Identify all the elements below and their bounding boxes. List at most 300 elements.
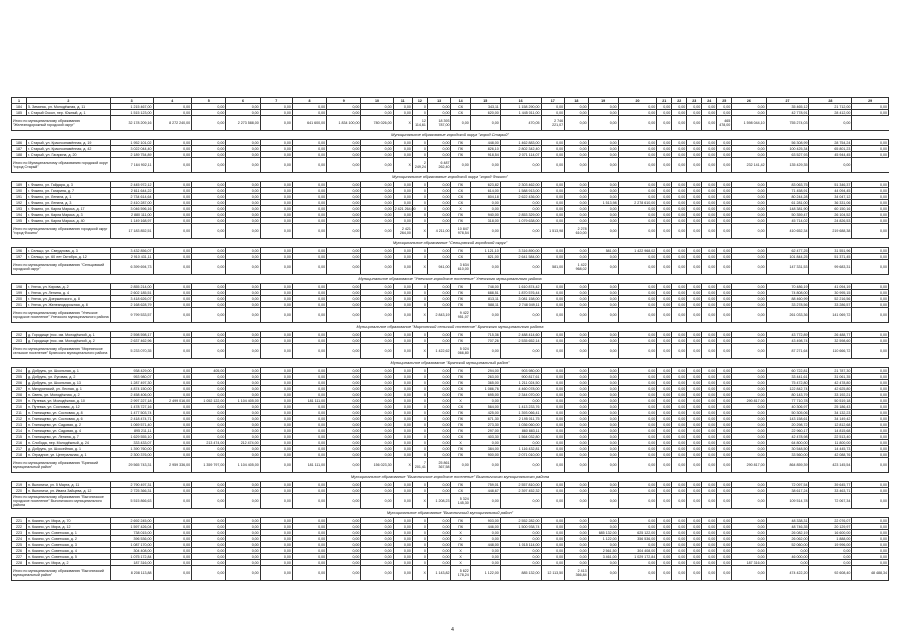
value-cell: 0,00 xyxy=(588,332,618,338)
value-cell: 0,00 xyxy=(702,248,717,254)
value-cell: 0,00 xyxy=(717,284,732,290)
value-cell: 0,00 xyxy=(588,380,618,386)
value-cell: 0,00 xyxy=(292,428,326,434)
value-cell: 30 995,15 xyxy=(809,290,852,296)
value-cell: ПК xyxy=(451,482,470,488)
value-cell: 0,00 xyxy=(565,392,589,398)
value-cell: 51 371,45 xyxy=(809,254,852,260)
total-value: 0,00 xyxy=(657,566,672,581)
total-value: 0,00 xyxy=(702,458,717,473)
value-cell: 88 460,99 xyxy=(766,296,809,302)
value-cell: 0,00 xyxy=(565,548,589,554)
value-cell: 2 344 070,00 xyxy=(500,392,541,398)
value-cell: 122 842,74 xyxy=(766,386,809,392)
value-cell: 0,00 xyxy=(393,530,412,536)
value-cell: 0,00 xyxy=(702,518,717,524)
value-cell: 0,00 xyxy=(226,152,260,158)
value-cell: 0,00 xyxy=(153,140,192,146)
value-cell: 0,00 xyxy=(687,548,702,554)
value-cell: 0,00 xyxy=(717,434,732,440)
value-cell: 0,00 xyxy=(717,428,732,434)
row-number: 195 xyxy=(12,218,27,224)
value-cell: 0,00 xyxy=(702,296,717,302)
value-cell: СК xyxy=(451,386,470,392)
value-cell: 446,00 xyxy=(470,524,500,530)
value-cell: 31 551,96 xyxy=(809,248,852,254)
total-value: 0,00 xyxy=(732,494,766,509)
value-cell: 0,00 xyxy=(732,284,766,290)
value-cell: 0,00 xyxy=(702,434,717,440)
page-number: 4 xyxy=(451,627,454,633)
value-cell: 31 061,35 xyxy=(809,374,852,380)
value-cell: 0,00 xyxy=(192,410,226,416)
value-cell: 0,00 xyxy=(361,332,393,338)
value-cell: 0,00 xyxy=(226,188,260,194)
value-cell: 0,00 xyxy=(260,332,292,338)
value-cell: 0,00 xyxy=(588,488,618,494)
value-cell: 0,00 xyxy=(732,446,766,452)
address-cell: п. Глинищево, ул. Садовая, д. 4 xyxy=(27,428,111,434)
value-cell: 0 xyxy=(412,416,427,422)
value-cell: 1 564 032,80 xyxy=(500,434,541,440)
value-cell: 0,00 xyxy=(292,530,326,536)
value-cell: 0,00 xyxy=(292,110,326,116)
value-cell: 0,00 xyxy=(260,302,292,308)
value-cell: 0,00 xyxy=(427,248,451,254)
total-value: 423 145,54 xyxy=(809,458,852,473)
value-cell: 0,00 xyxy=(153,248,192,254)
value-cell: 1 036 060,00 xyxy=(500,422,541,428)
value-cell: 0,00 xyxy=(153,518,192,524)
value-cell: 71 458,91 xyxy=(766,188,809,194)
column-number: 5 xyxy=(192,98,226,104)
value-cell: 46 000,00 xyxy=(766,554,809,560)
value-cell: 0,00 xyxy=(192,146,226,152)
value-cell: 0,00 xyxy=(153,194,192,200)
total-value: 0,00 xyxy=(717,458,732,473)
value-cell: 0,00 xyxy=(541,338,565,344)
total-value: 0,00 xyxy=(687,494,702,509)
value-cell: 0,00 xyxy=(393,542,412,548)
value-cell: 2 622 436,00 xyxy=(500,194,541,200)
value-cell: 0,00 xyxy=(260,416,292,422)
total-value: 0,00 xyxy=(717,224,732,239)
value-cell: 0,00 xyxy=(226,206,260,212)
value-cell: 0,00 xyxy=(687,542,702,548)
total-value: 6 399 694,73 xyxy=(110,260,153,275)
total-value: 0,00 xyxy=(393,344,412,359)
value-cell: 0,00 xyxy=(687,482,702,488)
value-cell: 45 944,45 xyxy=(809,152,852,158)
value-cell: 0,00 xyxy=(687,302,702,308)
value-cell: 0,00 xyxy=(732,302,766,308)
value-cell: 44 094,45 xyxy=(809,188,852,194)
value-cell: 0,00 xyxy=(153,392,192,398)
value-cell: 0,00 xyxy=(687,428,702,434)
value-cell: 0,00 xyxy=(260,380,292,386)
total-value: 0,00 xyxy=(192,566,226,581)
value-cell: 2 458 406,00 xyxy=(110,392,153,398)
value-cell: 0,00 xyxy=(541,140,565,146)
value-cell: 0,00 xyxy=(588,104,618,110)
value-cell: 0,00 xyxy=(153,296,192,302)
value-cell: 0,00 xyxy=(565,146,589,152)
value-cell: 0,00 xyxy=(672,482,687,488)
value-cell: 0 xyxy=(412,338,427,344)
address-cell: п. Кокино, ул. Советская, д. 5 xyxy=(27,554,111,560)
value-cell: 0,00 xyxy=(260,248,292,254)
value-cell: 0,00 xyxy=(618,386,657,392)
value-cell: 0,00 xyxy=(717,410,732,416)
total-value: 0,00 xyxy=(657,308,672,323)
value-cell: 33 441,61 xyxy=(766,374,809,380)
value-cell: 0,00 xyxy=(565,218,589,224)
value-cell: 0,00 xyxy=(702,548,717,554)
value-cell: 0,00 xyxy=(717,368,732,374)
value-cell: 903 980,00 xyxy=(500,368,541,374)
value-cell: 0,00 xyxy=(702,218,717,224)
value-cell: 0,00 xyxy=(226,194,260,200)
value-cell: 0,00 xyxy=(500,440,541,446)
total-row xyxy=(12,494,889,509)
value-cell: 0,00 xyxy=(500,530,541,536)
value-cell: 0,00 xyxy=(226,488,260,494)
value-cell: 0,00 xyxy=(226,542,260,548)
address-cell: г. Фокино, ул. Карла Маркса, д. 17 xyxy=(27,206,111,212)
value-cell: 0,00 xyxy=(732,200,766,206)
value-cell: 0,00 xyxy=(327,248,361,254)
value-cell: 0,00 xyxy=(732,536,766,542)
value-cell: 403,30 xyxy=(470,434,500,440)
value-cell: 0,00 xyxy=(657,380,672,386)
value-cell: 0,00 xyxy=(852,548,889,554)
value-cell: 0,00 xyxy=(361,140,393,146)
value-cell: 0,00 xyxy=(292,338,326,344)
value-cell: 75 472,80 xyxy=(766,380,809,386)
value-cell: 0,00 xyxy=(702,188,717,194)
total-value: 2 843,19 xyxy=(427,308,451,323)
value-cell: 0,00 xyxy=(657,290,672,296)
total-value: 0,00 xyxy=(260,116,292,131)
total-value: 0,00 xyxy=(618,116,657,131)
value-cell: 0,00 xyxy=(327,200,361,206)
value-cell: 0,00 xyxy=(292,404,326,410)
value-cell: 273,30 xyxy=(470,422,500,428)
value-cell: 0,00 xyxy=(226,368,260,374)
section-row xyxy=(12,173,889,182)
value-cell: 0,00 xyxy=(361,254,393,260)
value-cell: 26 488,77 xyxy=(809,332,852,338)
value-cell: ПК xyxy=(451,380,470,386)
value-cell: 0,00 xyxy=(192,560,226,566)
total-value: 470,05 xyxy=(500,116,541,131)
address-cell: г. Фокино, ул. Ленина, д. 3 xyxy=(27,200,111,206)
value-cell: 0,00 xyxy=(361,188,393,194)
value-cell: 0,00 xyxy=(672,218,687,224)
value-cell: 0,00 xyxy=(687,524,702,530)
value-cell: 0 xyxy=(412,524,427,530)
value-cell: 0,00 xyxy=(192,194,226,200)
value-cell: 0,00 xyxy=(361,398,393,404)
value-cell: ПК xyxy=(451,284,470,290)
value-cell: 0,00 xyxy=(361,536,393,542)
value-cell: 0,00 xyxy=(565,404,589,410)
value-cell: 0,00 xyxy=(657,446,672,452)
total-value: 0,00 xyxy=(852,344,889,359)
value-cell: 0,00 xyxy=(226,380,260,386)
value-cell: 0,00 xyxy=(702,374,717,380)
value-cell: 52 060,00 xyxy=(766,542,809,548)
value-cell: 0 xyxy=(412,398,427,404)
row-number: 190 xyxy=(12,188,27,194)
row-number: 206 xyxy=(12,380,27,386)
value-cell: 0,00 xyxy=(618,434,657,440)
value-cell: 0,00 xyxy=(153,386,192,392)
value-cell: 0,00 xyxy=(657,410,672,416)
value-cell: 0,00 xyxy=(852,302,889,308)
value-cell: 0 xyxy=(412,368,427,374)
total-value: 0,00 xyxy=(672,224,687,239)
column-number: 29 xyxy=(852,98,889,104)
address-cell: г. Фокино, ул. Гагарина, д. 7 xyxy=(27,188,111,194)
value-cell: 0,00 xyxy=(702,398,717,404)
total-value: 0,00 xyxy=(361,566,393,581)
value-cell: 1 075 172,84 xyxy=(110,554,153,560)
value-cell: 0,00 xyxy=(327,104,361,110)
column-number: 22 xyxy=(672,98,687,104)
value-cell: 0,00 xyxy=(588,140,618,146)
value-cell: 0,00 xyxy=(260,386,292,392)
value-cell: 0,00 xyxy=(260,524,292,530)
value-cell: 0,00 xyxy=(732,380,766,386)
total-value: 0,00 xyxy=(541,458,565,473)
value-cell: 0,00 xyxy=(687,440,702,446)
total-value: 0,00 xyxy=(226,224,260,239)
address-cell: п. Путевка, ул. Сосновая, д. 12 xyxy=(27,404,111,410)
value-cell: 0,00 xyxy=(427,428,451,434)
value-cell: 0,00 xyxy=(687,518,702,524)
total-row xyxy=(12,116,889,131)
value-cell: 0,00 xyxy=(618,338,657,344)
value-cell: 0,00 xyxy=(541,392,565,398)
total-value: 72 067,34 xyxy=(809,494,852,509)
value-cell: 0,00 xyxy=(153,380,192,386)
value-cell: 0,00 xyxy=(717,218,732,224)
value-cell: 0 xyxy=(412,188,427,194)
value-cell: 42 625,80 xyxy=(809,386,852,392)
total-value: 0,00 xyxy=(260,494,292,509)
total-value: 0,00 xyxy=(470,308,500,323)
value-cell: 0,00 xyxy=(732,542,766,548)
value-cell: 0,00 xyxy=(427,296,451,302)
value-cell: 0,00 xyxy=(541,182,565,188)
value-cell: 0,00 xyxy=(361,542,393,548)
value-cell: 0,00 xyxy=(618,290,657,296)
value-cell: 297,00 xyxy=(470,428,500,434)
value-cell: 0,00 xyxy=(470,536,500,542)
total-value: 3 634 610,00 xyxy=(451,260,470,275)
value-cell: 0,00 xyxy=(618,254,657,260)
value-cell: 0,00 xyxy=(618,146,657,152)
total-value: 0,00 xyxy=(732,344,766,359)
value-cell: 0,00 xyxy=(226,530,260,536)
total-value: 0,00 xyxy=(361,308,393,323)
total-value: 0,00 xyxy=(541,308,565,323)
value-cell: 0,00 xyxy=(153,338,192,344)
total-value: 1 598 044,10 xyxy=(732,116,766,131)
value-cell: 0,00 xyxy=(153,332,192,338)
value-cell: 0,00 xyxy=(588,446,618,452)
total-value: 0,00 xyxy=(226,494,260,509)
value-cell: 0,00 xyxy=(717,182,732,188)
value-cell: СК xyxy=(451,104,470,110)
total-value: 99 683,31 xyxy=(809,260,852,275)
value-cell: 448,00 xyxy=(470,140,500,146)
value-cell: 0 xyxy=(412,254,427,260)
value-cell: 0,00 xyxy=(427,446,451,452)
value-cell: 0,00 xyxy=(192,428,226,434)
value-cell: 0,00 xyxy=(226,212,260,218)
total-value: 0,00 xyxy=(618,308,657,323)
total-value: 0,00 xyxy=(565,494,589,509)
value-cell: 0,00 xyxy=(672,140,687,146)
total-value: 0,00 xyxy=(327,308,361,323)
value-cell: 0,00 xyxy=(541,524,565,530)
value-cell: 212 474,00 xyxy=(226,440,260,446)
value-cell: 0,00 xyxy=(588,182,618,188)
value-cell: 0,00 xyxy=(361,290,393,296)
value-cell: 0,00 xyxy=(702,206,717,212)
value-cell: 0,00 xyxy=(672,188,687,194)
value-cell: 0,00 xyxy=(672,542,687,548)
total-value: 410 652,34 xyxy=(766,224,809,239)
value-cell: 0,00 xyxy=(672,404,687,410)
value-cell: 0,00 xyxy=(260,296,292,302)
value-cell: 0,00 xyxy=(361,416,393,422)
value-cell: 2 300 376,00 xyxy=(110,452,153,458)
value-cell: 0 xyxy=(412,332,427,338)
value-cell: 0,00 xyxy=(226,560,260,566)
value-cell: 0,00 xyxy=(327,416,361,422)
value-cell: 0,00 xyxy=(500,200,541,206)
value-cell: 0,00 xyxy=(717,332,732,338)
value-cell: 0,00 xyxy=(153,434,192,440)
total-value: 0,00 xyxy=(393,260,412,275)
value-cell: 0,00 xyxy=(361,440,393,446)
value-cell: 0,00 xyxy=(226,416,260,422)
total-value: 48 488,34 xyxy=(852,566,889,581)
value-cell: 0,00 xyxy=(717,488,732,494)
value-cell: 0,00 xyxy=(226,434,260,440)
total-row xyxy=(12,344,889,359)
value-cell: 0,00 xyxy=(687,110,702,116)
value-cell: 0,00 xyxy=(732,548,766,554)
value-cell: 900,00 xyxy=(470,452,500,458)
value-cell: 2 734 614,64 xyxy=(110,194,153,200)
column-number: 28 xyxy=(809,98,852,104)
value-cell: 0,00 xyxy=(702,536,717,542)
value-cell: 0,00 xyxy=(732,416,766,422)
row-number: 214 xyxy=(12,428,27,434)
value-cell: 0,00 xyxy=(588,296,618,302)
value-cell: 0,00 xyxy=(226,332,260,338)
value-cell: 0,00 xyxy=(541,152,565,158)
value-cell: 0,00 xyxy=(361,446,393,452)
value-cell: 2 561,50 xyxy=(588,548,618,554)
value-cell: 0,00 xyxy=(657,392,672,398)
value-cell: 0,00 xyxy=(500,206,541,212)
value-cell: 0,00 xyxy=(260,212,292,218)
total-value: 0,00 xyxy=(226,344,260,359)
value-cell: 0 xyxy=(412,152,427,158)
total-value: 0,00 xyxy=(618,344,657,359)
value-cell: 1 086,76 xyxy=(470,386,500,392)
value-cell: 0,00 xyxy=(541,542,565,548)
value-cell: 0,00 xyxy=(717,212,732,218)
value-cell: 0,00 xyxy=(153,410,192,416)
value-cell: 0,00 xyxy=(717,452,732,458)
total-value: 135 429,35 xyxy=(766,158,809,173)
value-cell: 14 445,73 xyxy=(809,446,852,452)
value-cell: 0,00 xyxy=(732,518,766,524)
total-value: 1 143,82 xyxy=(427,566,451,581)
value-cell: 0,00 xyxy=(153,182,192,188)
value-cell: 0,00 xyxy=(393,452,412,458)
value-cell: 0,00 xyxy=(327,338,361,344)
address-cell: д. Городище (пос. им. Молодёжной, д. 1 xyxy=(27,332,111,338)
value-cell: 0,00 xyxy=(427,518,451,524)
total-value: 0,00 xyxy=(361,494,393,509)
value-cell: 0 xyxy=(412,146,427,152)
total-value: 0,00 xyxy=(732,260,766,275)
value-cell: 0,00 xyxy=(687,140,702,146)
value-cell: 0,00 xyxy=(260,542,292,548)
value-cell: 0,00 xyxy=(292,368,326,374)
value-cell: 0,00 xyxy=(153,488,192,494)
value-cell: 0,00 xyxy=(427,524,451,530)
value-cell: 0,00 xyxy=(541,332,565,338)
value-cell: 2 855 214,00 xyxy=(110,284,153,290)
value-cell: 0,00 xyxy=(260,440,292,446)
total-value: 0,00 xyxy=(541,344,565,359)
total-value: 0,00 xyxy=(702,494,717,509)
value-cell: 0,00 xyxy=(192,542,226,548)
total-value: 0,00 xyxy=(470,458,500,473)
total-value: 0,00 xyxy=(565,158,589,173)
value-cell: 39 645,77 xyxy=(809,482,852,488)
value-cell: 0,00 xyxy=(687,200,702,206)
address-cell: г. Сельцо, ул. 60 лет Октября, д. 12 xyxy=(27,254,111,260)
total-value: 1 422 968,02 xyxy=(565,260,589,275)
value-cell: 24 826,53 xyxy=(809,218,852,224)
value-cell: 333 433,07 xyxy=(110,440,153,446)
value-cell: 0,00 xyxy=(226,392,260,398)
value-cell: 0,00 xyxy=(470,200,500,206)
value-cell: 2 535 652,14 xyxy=(500,338,541,344)
total-value: X xyxy=(412,566,427,581)
value-cell: 0,00 xyxy=(260,152,292,158)
column-number: 14 xyxy=(451,98,470,104)
value-cell: 0,00 xyxy=(292,182,326,188)
value-cell: 903,00 xyxy=(470,518,500,524)
value-cell: 0,00 xyxy=(541,218,565,224)
value-cell: 0,00 xyxy=(618,392,657,398)
value-cell: 0,00 xyxy=(672,380,687,386)
value-cell: 0,00 xyxy=(393,212,412,218)
column-number: 4 xyxy=(153,98,192,104)
value-cell: 80 244,28 xyxy=(766,194,809,200)
column-number: 24 xyxy=(702,98,717,104)
